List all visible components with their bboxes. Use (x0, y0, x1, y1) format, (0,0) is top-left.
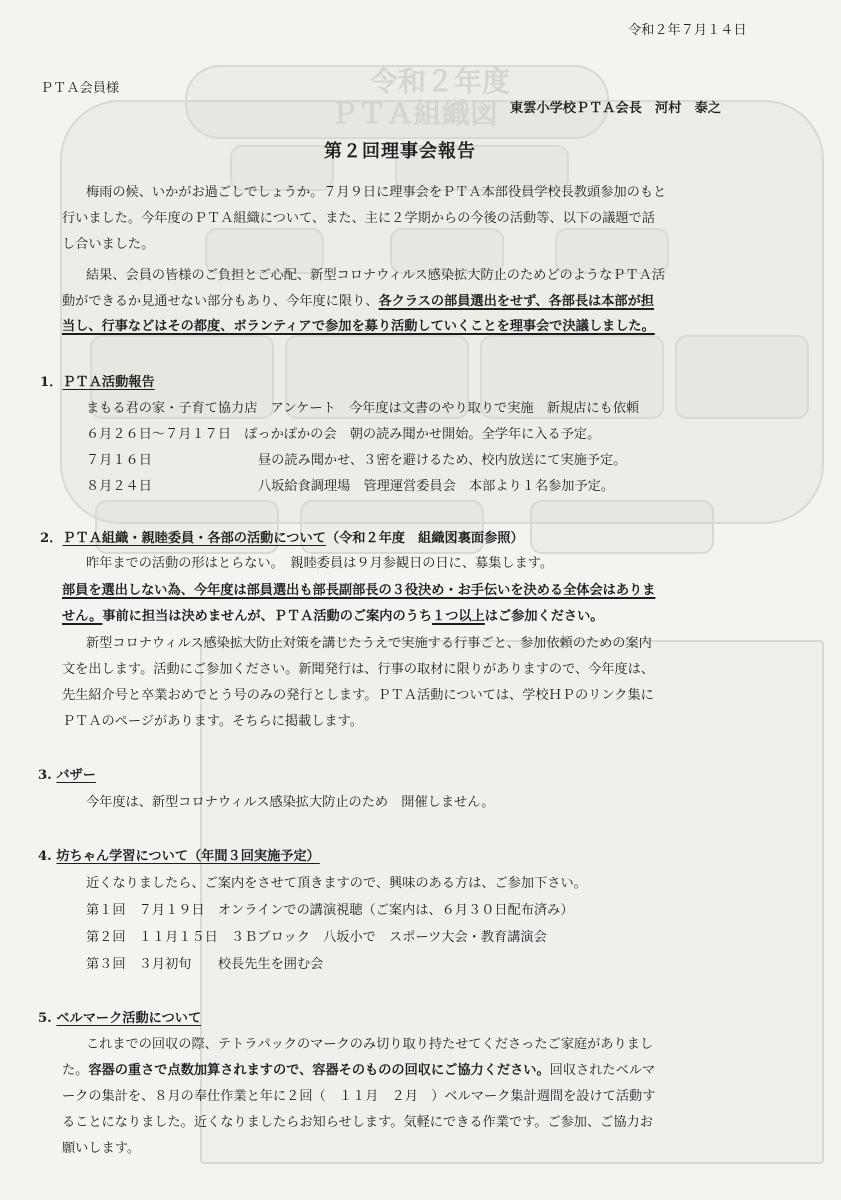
result-line: 結果、会員の皆様のご負担とご心配、新型コロナウィルス感染拡大防止のためどのようなＰＴＡ活 (86, 268, 666, 283)
schedule-row: 第１回 ７月１９日 オンラインでの講演視聴（ご案内は、６月３０日配布済み） (86, 903, 574, 918)
section-1-number: 1． (40, 375, 63, 390)
section-4-line: 近くなりましたら、ご案内をさせて頂きますので、興味のある方は、ご参加下さい。 (86, 876, 587, 891)
section-5-line (62, 1062, 655, 1080)
section-2-heading (40, 530, 524, 548)
activity-row-text: 昼の読み聞かせ、３密を避けるため、校内放送にて実施予定。 (258, 453, 627, 468)
section-5-line: ることになりました。近くなりましたらお知らせします。気軽にできる作業です。ご参加、ご協力お (62, 1115, 653, 1130)
section-5-line: ークの集計を、８月の奉仕作業と年に２回（ １１月 ２月 ）ベルマーク集計週間を設けて活動す (62, 1089, 656, 1104)
section-1-title: ＰＴＡ活動報告 (62, 375, 155, 390)
section-2-line: ＰＴＡのページがあります。そちらに掲載します。 (62, 714, 363, 729)
section-4-heading (38, 848, 320, 866)
section-2-text: はご参加ください。 (484, 609, 604, 624)
section-2-line (62, 608, 603, 626)
result-emphasis: 各クラスの部員選出をせず、各部長は本部が担 (378, 294, 654, 309)
section-2-emphasis: １つ以上 (432, 609, 485, 624)
section-2-text: 事前に担当は決めませんが、ＰＴＡ活動のご案内のうち (102, 609, 433, 624)
section-2-emphasis-line: 部員を選出しない為、今年度は部員選出も部長副部長の３役決め・お手伝いを決める全体会はありま (62, 583, 656, 598)
intro-line: 梅雨の候、いかがお過ごしでしょうか。７月９日に理事会をＰＴＡ本部役員学校長教頭参加のもと (86, 185, 667, 200)
activity-row: ６月２６日～７月１７日 ぽっかぽかの会 朝の読み聞かせ開始。全学年に入る予定。 (86, 427, 601, 442)
section-2-line: 新型コロナウィルス感染拡大防止対策を講じたうえで実施する行事ごと、参加依頼のための案内 (86, 636, 652, 651)
section-2-line: 文を出します。活動にご参加ください。新聞発行は、行事の取材に限りがありますので、今年度は、 (62, 662, 655, 677)
addressee: ＰＴＡ会員様 (40, 81, 120, 96)
section-3-number: 3. (38, 768, 52, 783)
schedule-row: 第３回 ３月初旬 校長先生を囲む会 (86, 957, 324, 972)
activity-row: まもる君の家・子育て協力店 アンケート 今年度は文書のやり取りで実施 新規店にも依頼 (86, 401, 640, 416)
activity-row-date: ７月１６日 (86, 453, 152, 468)
section-2-line: 先生紹介号と卒業おめでとう号のみの発行とします。ＰＴＡ活動については、学校ＨＰのリンク集に (62, 688, 654, 703)
schedule-row: 第２回 １１月１５日 ３Ｂブロック 八坂小で スポーツ大会・教育講演会 (86, 930, 547, 945)
intro-line: 行いました。今年度のＰＴＡ組織について、また、主に２学期からの今後の活動等、以下の議題で話 (62, 211, 655, 226)
section-5-number: 5. (38, 1011, 52, 1026)
section-3-heading (38, 767, 96, 785)
section-3-title: バザー (56, 768, 96, 783)
result-line (62, 293, 654, 311)
section-2-title: ＰＴＡ組織・親睦委員・各部の活動について (62, 531, 326, 546)
activity-row-text: 八坂給食調理場 管理運営委員会 本部より１名参加予定。 (258, 479, 615, 494)
section-5-line: これまでの回収の際、テトラパックのマークのみ切り取り持たせてくださったご家庭がありまし (86, 1037, 654, 1052)
activity-row-date: ８月２４日 (86, 479, 152, 494)
section-5-text: 回収されたベルマ (549, 1063, 656, 1078)
section-2-line: 昨年までの活動の形はとらない。 親睦委員は９月参観日の日に、募集します。 (86, 556, 554, 571)
section-5-heading (38, 1010, 201, 1028)
document-title: 第２回理事会報告 (324, 141, 476, 162)
section-2-note: （令和２年度 組織図裏面参照） (325, 531, 524, 546)
document-date: 令和２年７月１４日 (628, 23, 747, 38)
result-text: 動ができるか見通せない部分もあり、今年度に限り、 (62, 294, 379, 309)
section-2-number: 2． (40, 531, 63, 546)
ghost-text-year: 令和２年度 (370, 65, 511, 98)
section-5-text: た。 (62, 1063, 89, 1078)
sender: 東雲小学校ＰＴＡ会長 河村 泰之 (510, 101, 721, 116)
section-1-heading (40, 374, 155, 392)
section-4-title: 坊ちゃん学習について（年間３回実施予定） (56, 849, 320, 864)
section-4-number: 4. (38, 849, 52, 864)
section-5-title: ベルマーク活動について (56, 1011, 202, 1026)
ghost-box (530, 500, 714, 554)
ghost-text-org: ＰＴＡ組織図 (330, 97, 499, 130)
result-emphasis-line: 当し、行事などはその都度、ボランティアで参加を募り活動していくことを理事会で決議しました。 (62, 319, 655, 334)
ghost-box (675, 335, 809, 419)
section-5-emphasis: 容器の重さで点数加算されますので、容器そのものの回収にご協力ください。 (88, 1063, 550, 1078)
section-5-line: 願いします。 (62, 1141, 141, 1156)
section-3-line: 今年度は、新型コロナウィルス感染拡大防止のため 開催しません。 (86, 795, 495, 810)
intro-line: し合いました。 (62, 237, 155, 252)
section-2-emphasis: せん。 (62, 609, 103, 624)
